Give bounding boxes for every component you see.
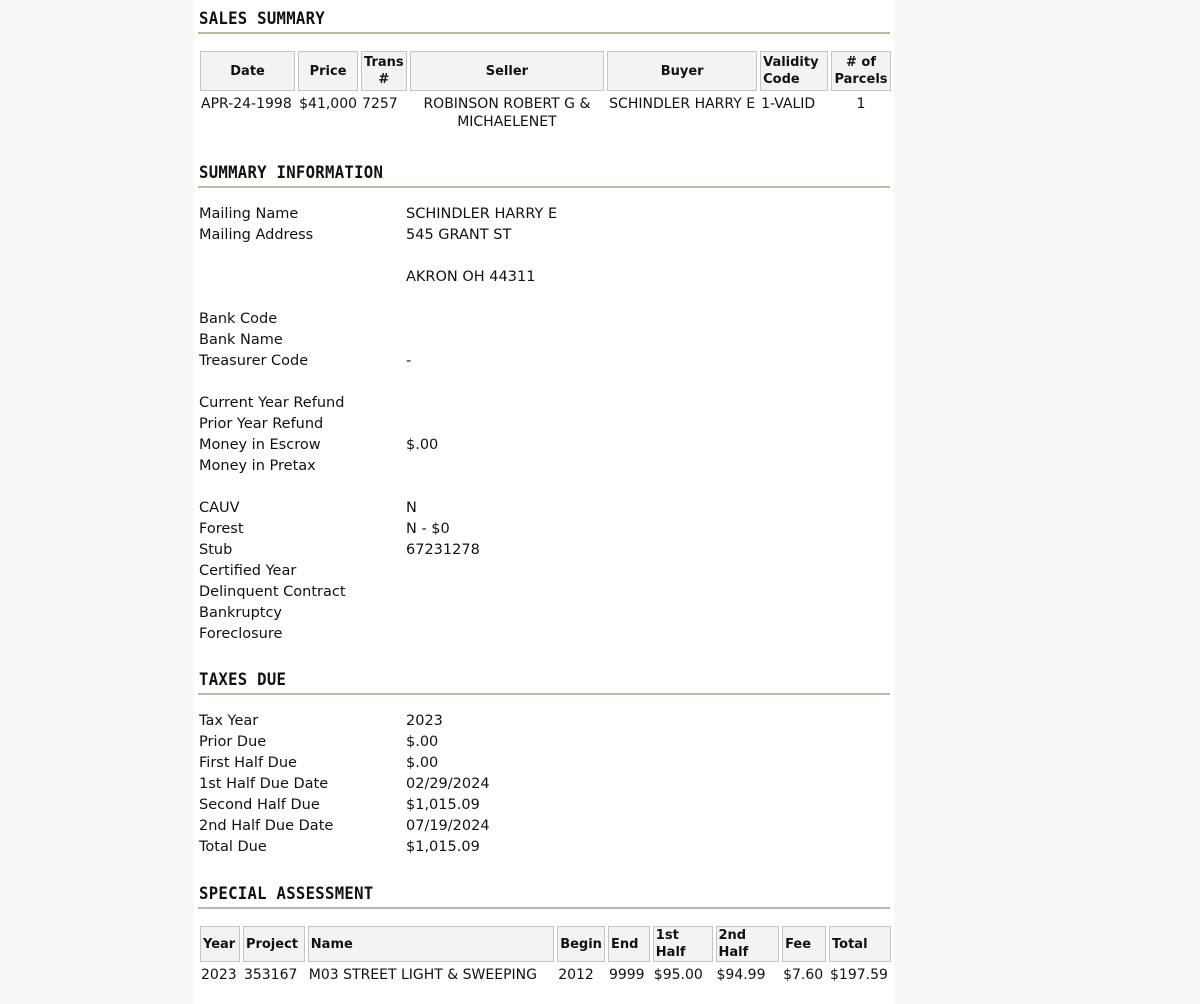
col-name-header: Name <box>308 926 554 962</box>
sales-header-row <box>200 51 891 91</box>
assessment-second-half: $94.99 <box>716 967 766 983</box>
assessment-year: 2023 <box>201 967 237 983</box>
col-first-half-header: 1st Half <box>653 926 713 962</box>
cauv-label: CAUV <box>199 500 240 516</box>
col-seller-header: Seller <box>410 51 605 91</box>
treasurer-code-value: - <box>406 353 412 369</box>
col-date-header: Date <box>200 51 295 91</box>
parcel-details-page <box>194 0 894 1004</box>
sale-buyer: SCHINDLER HARRY E <box>609 96 756 112</box>
sale-trans-number: 7257 <box>362 96 398 112</box>
col-begin-header: Begin <box>557 926 605 962</box>
bankruptcy-label: Bankruptcy <box>199 605 283 621</box>
second-half-due-date-value: 07/19/2024 <box>406 818 490 834</box>
col-validity-header: Validity Code <box>760 51 828 91</box>
col-parcels-header: # of Parcels <box>831 51 891 91</box>
second-half-due-label: Second Half Due <box>199 797 320 813</box>
forest-label: Forest <box>199 521 244 537</box>
col-buyer-header: Buyer <box>607 51 757 91</box>
assessment-name: M03 STREET LIGHT & SWEEPING <box>308 967 537 983</box>
second-half-due-date-label: 2nd Half Due Date <box>199 818 334 834</box>
assessment-begin: 2012 <box>558 967 594 983</box>
prior-due-value: $.00 <box>406 734 439 750</box>
forest-value: N - $0 <box>406 521 450 537</box>
col-fee-header: Fee <box>782 926 826 962</box>
special-assessment-divider <box>198 907 890 909</box>
col-total-header: Total <box>829 926 891 962</box>
first-half-due-date-value: 02/29/2024 <box>406 776 490 792</box>
total-due-label: Total Due <box>199 839 267 855</box>
sale-seller: ROBINSON ROBERT G & MICHAELENET <box>423 96 591 130</box>
special-assessment-heading: SPECIAL ASSESSMENT <box>199 884 374 904</box>
assessment-end: 9999 <box>608 967 645 983</box>
mailing-name-label: Mailing Name <box>199 206 299 222</box>
delinquent-contract-label: Delinquent Contract <box>199 584 346 600</box>
assessment-project: 353167 <box>243 967 298 983</box>
sales-summary-heading: SALES SUMMARY <box>199 9 325 29</box>
total-due-value: $1,015.09 <box>406 839 480 855</box>
table-row <box>200 965 891 985</box>
col-second-half-header: 2nd Half <box>716 926 780 962</box>
current-year-refund-label: Current Year Refund <box>199 395 345 411</box>
first-half-due-label: First Half Due <box>199 755 297 771</box>
taxes-due-divider <box>198 693 890 695</box>
taxes-due-heading: TAXES DUE <box>199 670 287 690</box>
mailing-city-value: AKRON OH 44311 <box>406 269 536 285</box>
foreclosure-label: Foreclosure <box>199 626 283 642</box>
special-assessment-table <box>197 923 894 988</box>
col-price-header: Price <box>298 51 358 91</box>
sale-date: APR-24-1998 <box>201 96 292 112</box>
tax-year-label: Tax Year <box>199 713 259 729</box>
col-trans-header: Trans # <box>361 51 407 91</box>
sale-parcel-count: 1 <box>856 96 866 112</box>
sale-price: $41,000 <box>299 96 358 112</box>
money-in-escrow-label: Money in Escrow <box>199 437 321 453</box>
assessment-fee: $7.60 <box>783 967 824 983</box>
prior-due-label: Prior Due <box>199 734 267 750</box>
summary-information-heading: SUMMARY INFORMATION <box>199 163 384 183</box>
assessment-total: $197.59 <box>830 967 888 983</box>
money-in-escrow-value: $.00 <box>406 437 439 453</box>
stub-value: 67231278 <box>406 542 480 558</box>
bank-code-label: Bank Code <box>199 311 278 327</box>
mailing-address-label: Mailing Address <box>199 227 314 243</box>
tax-year-value: 2023 <box>406 713 443 729</box>
table-row <box>200 94 891 132</box>
assessment-first-half: $95.00 <box>653 967 703 983</box>
first-half-due-date-label: 1st Half Due Date <box>199 776 329 792</box>
treasurer-code-label: Treasurer Code <box>199 353 309 369</box>
col-project-header: Project <box>243 926 305 962</box>
summary-information-divider <box>198 186 890 188</box>
sales-summary-table <box>197 48 894 135</box>
certified-year-label: Certified Year <box>199 563 297 579</box>
money-in-pretax-label: Money in Pretax <box>199 458 316 474</box>
col-end-header: End <box>608 926 650 962</box>
sales-summary-divider <box>198 32 890 34</box>
mailing-name-value: SCHINDLER HARRY E <box>406 206 558 222</box>
bank-name-label: Bank Name <box>199 332 283 348</box>
assessment-header-row <box>200 926 891 962</box>
stub-label: Stub <box>199 542 233 558</box>
prior-year-refund-label: Prior Year Refund <box>199 416 324 432</box>
sale-validity-code: 1-VALID <box>761 96 816 112</box>
cauv-value: N <box>406 500 417 516</box>
second-half-due-value: $1,015.09 <box>406 797 480 813</box>
first-half-due-value: $.00 <box>406 755 439 771</box>
col-year-header: Year <box>200 926 240 962</box>
mailing-address-value: 545 GRANT ST <box>406 227 512 243</box>
